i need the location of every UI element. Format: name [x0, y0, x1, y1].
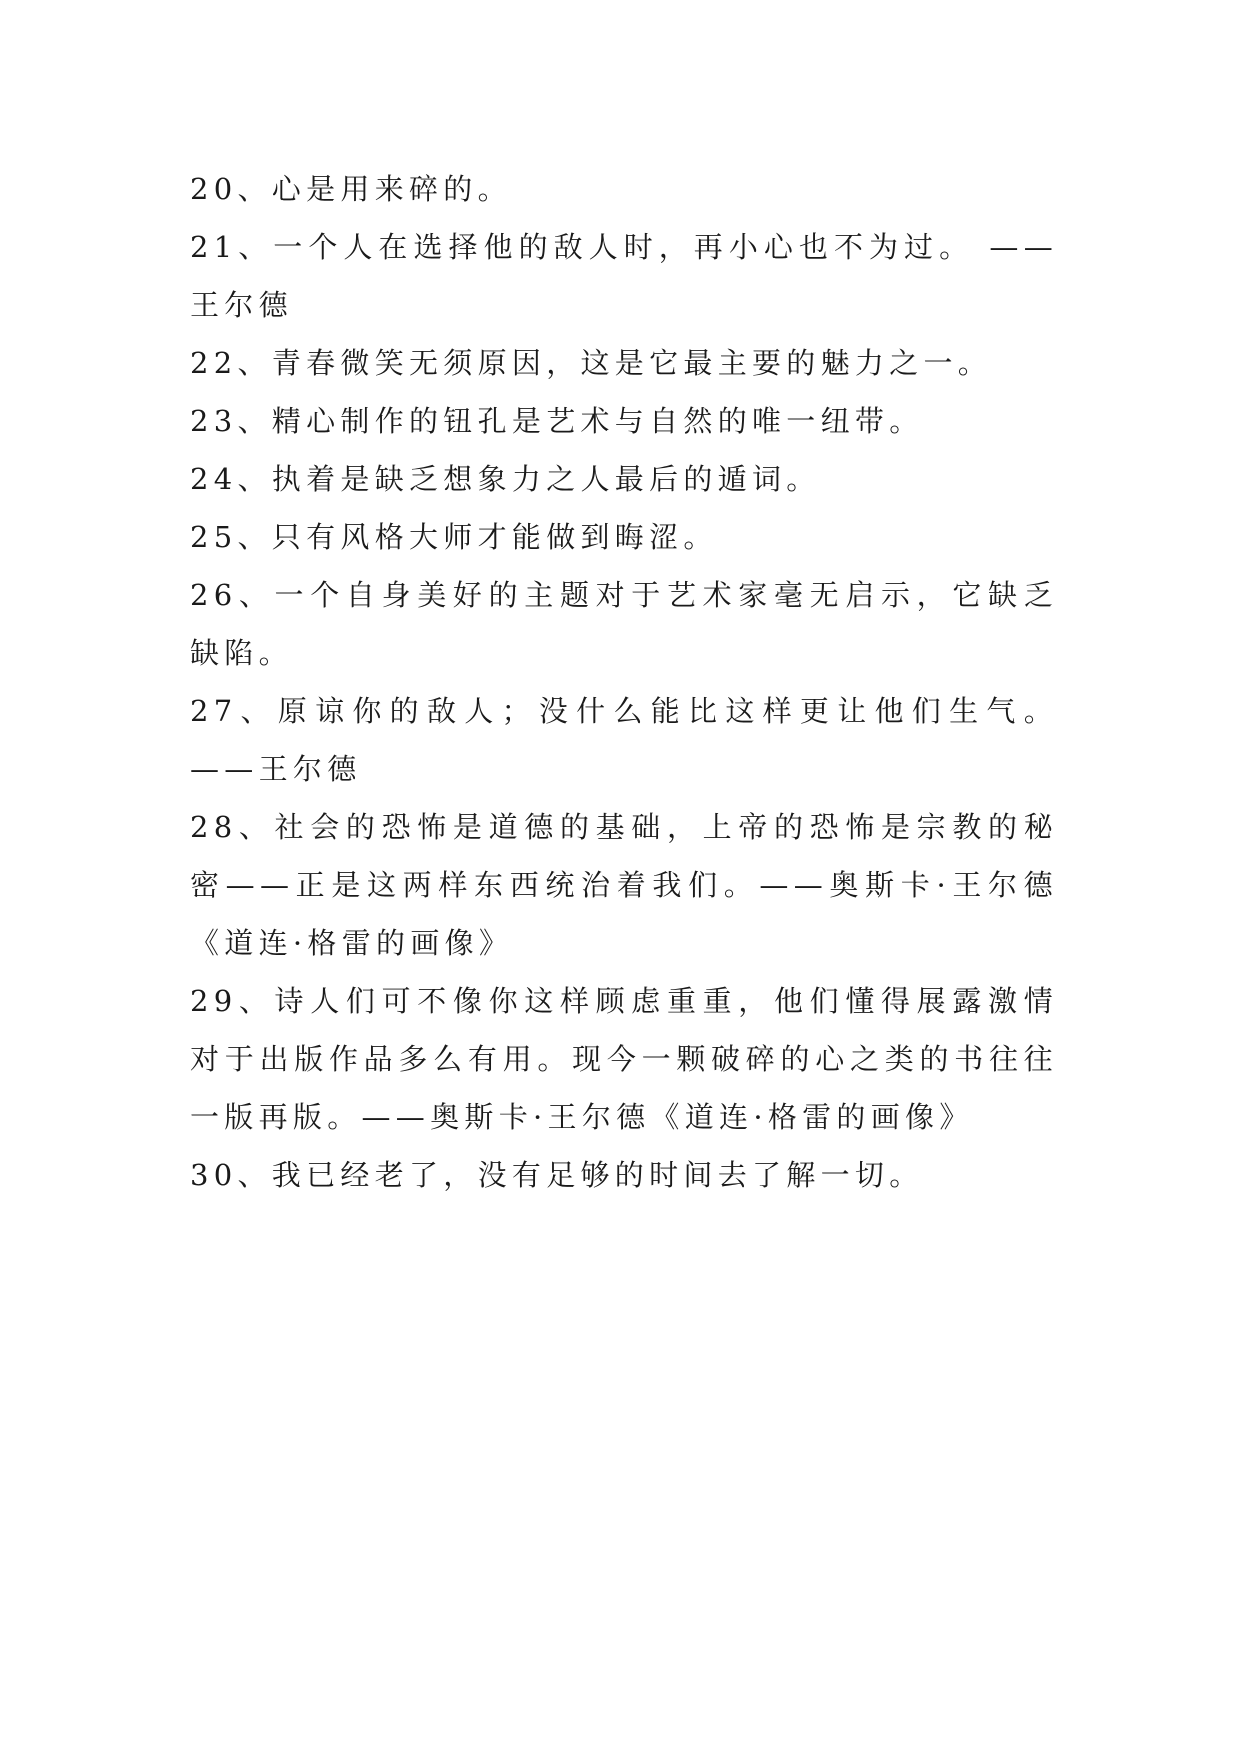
quote-item-23: 23、精心制作的钮孔是艺术与自然的唯一纽带。	[190, 404, 924, 438]
quote-item-28: 28、社会的恐怖是道德的基础，上帝的恐怖是宗教的秘密——正是这两样东西统治着我们。——奥斯卡·王尔德《道连·格雷的画像》	[190, 810, 1058, 960]
quote-item-27: 27、原谅你的敌人；没什么能比这样更让他们生气。 ——王尔德	[190, 694, 1058, 786]
quote-item-21: 21、一个人在选择他的敌人时，再小心也不为过。 ——王尔德	[190, 230, 1058, 322]
quote-item-26: 26、一个自身美好的主题对于艺术家毫无启示，它缺乏缺陷。	[190, 578, 1058, 670]
quote-item-22: 22、青春微笑无须原因，这是它最主要的魅力之一。	[190, 346, 993, 380]
quote-list	[190, 160, 1058, 1204]
quote-item-24: 24、执着是缺乏想象力之人最后的遁词。	[190, 462, 821, 496]
quote-item-30: 30、我已经老了，没有足够的时间去了解一切。	[190, 1158, 924, 1192]
quote-item-25: 25、只有风格大师才能做到晦涩。	[190, 520, 718, 554]
quote-item-20: 20、心是用来碎的。	[190, 172, 512, 206]
quote-item-29: 29、诗人们可不像你这样顾虑重重，他们懂得展露激情对于出版作品多么有用。现今一颗破碎的心之类的书往往一版再版。——奥斯卡·王尔德《道连·格雷的画像》	[190, 984, 1058, 1134]
